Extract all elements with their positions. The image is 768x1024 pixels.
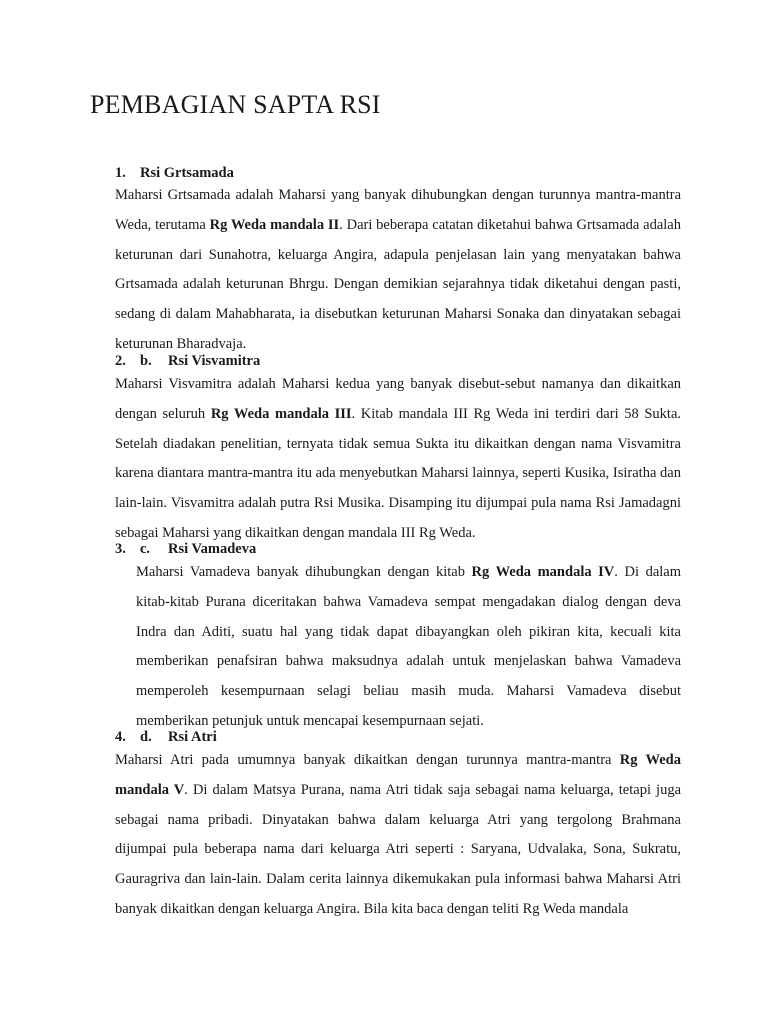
paragraph-text: Maharsi Atri pada umumnya banyak dikaitkan dengan turunnya mantra-mantra	[115, 752, 620, 768]
section-heading-atri	[115, 729, 217, 746]
section-number: 4.	[115, 729, 126, 745]
section-number: 3.	[115, 541, 126, 557]
paragraph-bold-text: Rg Weda mandala II	[209, 216, 340, 233]
section-paragraph-visvamitra	[115, 370, 681, 549]
paragraph-text: . Dari beberapa catatan diketahui bahwa Grtsamada adalah keturunan dari Sunahotra, keluarga Angira, adapula penjelasan lain yang menyatakan bahwa Grtsamada adalah keturunan Bhrgu. Dengan demikian sejarahnya tidak diketahui dengan pasti, sedang di dalam Mahabharata, ia disebutkan keturunan Maharsi Sonaka dan dinyatakan sebagai keturunan Bharadvaja.	[115, 216, 681, 352]
paragraph-bold-text: Rg Weda mandala III	[210, 405, 352, 422]
section-number: 1.	[115, 165, 126, 181]
section-number: 2.	[115, 353, 126, 369]
section-heading-grtsamada	[115, 165, 234, 182]
section-name: Rsi Vamadeva	[168, 541, 257, 557]
section-name: Rsi Visvamitra	[168, 353, 261, 369]
section-letter: c.	[140, 541, 151, 557]
paragraph-text: Maharsi Vamadeva banyak dihubungkan dengan kitab	[136, 564, 472, 580]
section-heading-vamadeva	[115, 541, 256, 558]
section-paragraph-grtsamada	[115, 181, 681, 360]
paragraph-bold-text: Rg Weda mandala V	[115, 752, 681, 798]
section-letter: b.	[140, 353, 152, 369]
paragraph-text: . Di dalam Matsya Purana, nama Atri tidak saja sebagai nama keluarga, tetapi juga sebagai nama pribadi. Dinyatakan bahwa dalam keluarga Atri yang tergolong Brahmana dijumpai pula beberapa nama dari keluarga Atri seperti : Saryana, Udvalaka, Sona, Sukratu, Gauragriva dan lain-lain. Dalam cerita lainnya dikemukakan pula informasi bahwa Maharsi Atri banyak dikaitkan dengan keluarga Angira. Bila kita baca dengan teliti Rg Weda mandala	[115, 781, 681, 917]
section-name: Rsi Grtsamada	[140, 165, 234, 181]
page-title: PEMBAGIAN SAPTA RSI	[90, 90, 381, 119]
paragraph-text: . Kitab mandala III Rg Weda ini terdiri dari 58 Sukta. Setelah diadakan penelitian, ternyata tidak semua Sukta itu dikaitkan dengan nama Visvamitra karena diantara mantra-mantra itu ada menyebutkan Maharsi lainnya, seperti Kusika, Isiratha dan lain-lain. Visvamitra adalah putra Rsi Musika. Disamping itu dijumpai pula nama Rsi Jamadagni sebagai Maharsi yang dikaitkan dengan mandala III Rg Weda.	[115, 405, 682, 541]
paragraph-text: Maharsi Visvamitra adalah Maharsi kedua yang banyak disebut-sebut namanya dan dikaitkan dengan seluruh	[115, 376, 681, 422]
section-paragraph-atri	[115, 746, 681, 925]
paragraph-text: Maharsi Grtsamada adalah Maharsi yang banyak dihubungkan dengan turunnya mantra-mantra Weda, terutama	[115, 187, 681, 233]
section-name: Rsi Atri	[168, 729, 217, 745]
paragraph-bold-text: Rg Weda mandala IV	[471, 564, 615, 580]
section-heading-visvamitra	[115, 353, 260, 370]
section-letter: d.	[140, 729, 152, 745]
section-paragraph-vamadeva	[136, 558, 681, 737]
paragraph-text: . Di dalam kitab-kitab Purana diceritakan bahwa Vamadeva sempat mengadakan dialog dengan deva Indra dan Aditi, suatu hal yang tidak dapat dibayangkan oleh pikiran kita, kecuali kita memberikan penafsiran bahwa maksudnya adalah untuk menjelaskan bahwa Vamadeva memperoleh kesempurnaan selagi beliau masih muda. Maharsi Vamadeva disebut memberikan petunjuk untuk mencapai kesempurnaan sejati.	[136, 564, 682, 729]
